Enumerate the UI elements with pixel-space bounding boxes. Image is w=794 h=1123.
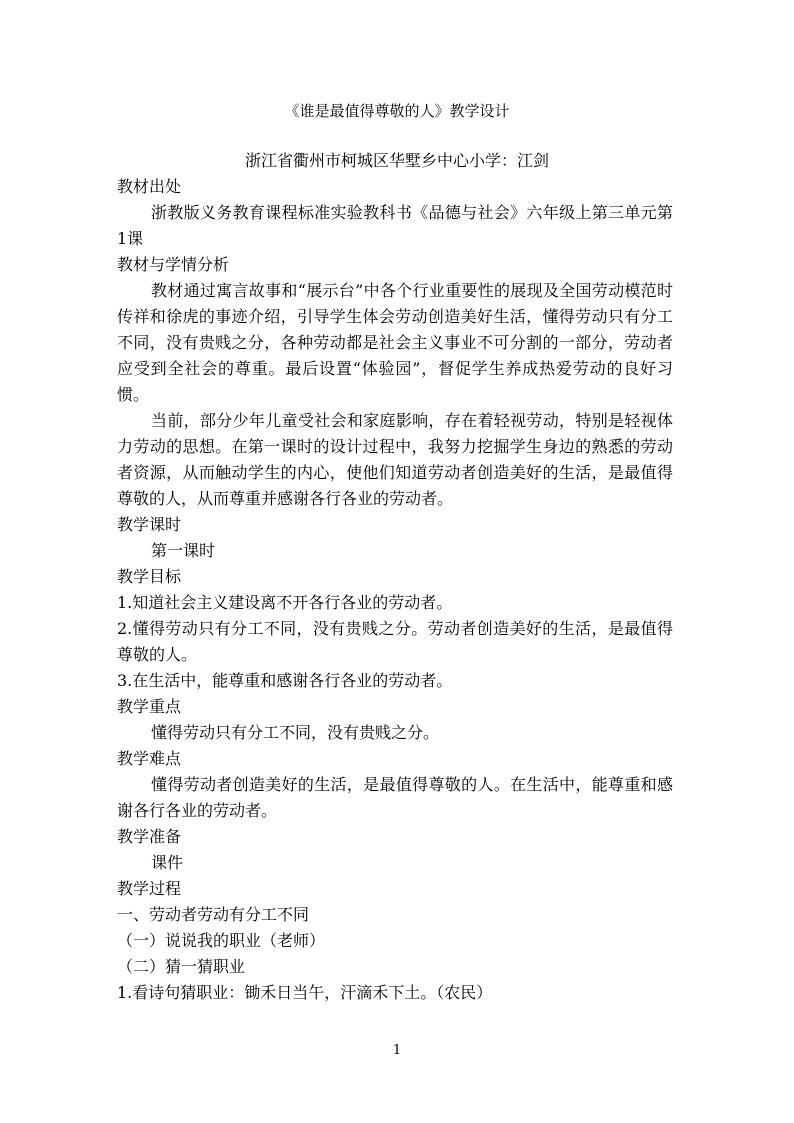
goal-item-2: 2.懂得劳动只有分工不同，没有贵贱之分。劳动者创造美好的生活，是最值得尊敬的人。 (117, 619, 673, 664)
process-subsection-2: （二）猜一猜职业 (117, 957, 246, 976)
heading-key-point: 教学重点 (117, 697, 182, 716)
document-body (117, 174, 673, 1006)
document-title: 《谁是最值得尊敬的人》教学设计 (284, 102, 510, 120)
heading-preparation: 教学准备 (117, 827, 182, 846)
goal-item-1: 1.知道社会主义建设离不开各行各业的劳动者。 (117, 593, 453, 612)
source-paragraph: 浙教版义务教育课程标准实验教科书《品德与社会》六年级上第三单元第1课 (117, 203, 673, 248)
heading-source: 教材出处 (117, 177, 182, 196)
page-number: 1 (392, 1043, 402, 1058)
preparation-paragraph: 课件 (151, 853, 184, 872)
process-item-1: 1.看诗句猜职业：锄禾日当午，汗滴禾下土。（农民） (117, 983, 493, 1002)
key-point-paragraph: 懂得劳动只有分工不同，没有贵贱之分。 (151, 723, 440, 742)
process-subsection-1: （一）说说我的职业（老师） (117, 931, 326, 950)
author-line: 浙江省衢州市柯城区华墅乡中心小学：江剑 (244, 151, 549, 170)
goal-item-3: 3.在生活中，能尊重和感谢各行各业的劳动者。 (117, 671, 453, 690)
heading-difficulty: 教学难点 (117, 749, 182, 768)
analysis-paragraph-2: 当前，部分少年儿童受社会和家庭影响，存在着轻视劳动，特别是轻视体力劳动的思想。在第一课时的设计过程中，我努力挖掘学生身边的熟悉的劳动者资源，从而触动学生的内心，使他们知道劳动者创造美好的生活，是最值得尊敬的人，从而尊重并感谢各行各业的劳动者。 (117, 411, 673, 508)
heading-goals: 教学目标 (117, 567, 182, 586)
heading-period: 教学课时 (117, 515, 182, 534)
process-section-1: 一、劳动者劳动有分工不同 (117, 905, 310, 924)
analysis-paragraph-1: 教材通过寓言故事和“展示台”中各个行业重要性的展现及全国劳动模范时传祥和徐虎的事迹介绍，引导学生体会劳动创造美好生活，懂得劳动只有分工不同，没有贵贱之分，各种劳动都是社会主义事业不可分割的一部分，劳动者应受到全社会的尊重。最后设置“体验园”，督促学生养成热爱劳动的良好习惯。 (117, 281, 673, 404)
difficulty-paragraph: 懂得劳动者创造美好的生活，是最值得尊敬的人。在生活中，能尊重和感谢各行各业的劳动者。 (117, 775, 673, 820)
period-paragraph: 第一课时 (151, 541, 216, 560)
heading-analysis: 教材与学情分析 (117, 255, 230, 274)
heading-process: 教学过程 (117, 879, 182, 898)
